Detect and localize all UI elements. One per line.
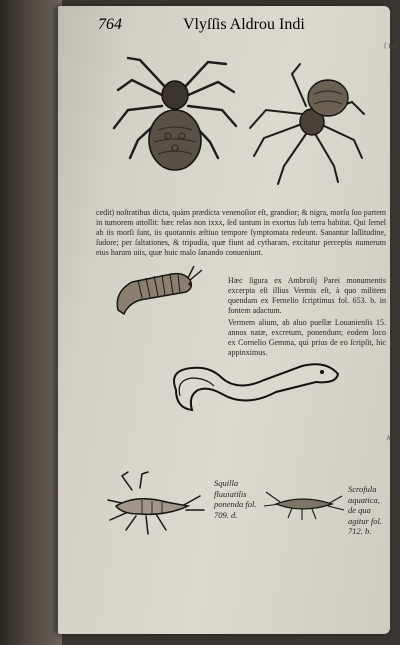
body-paragraph-2: Hæc ſigura ex Ambroſij Parei monumentis excerpta eſt illius Vermis eſt, à quo militem quendam ex Fernelio ſcriptimus fol. 653. b. in fontem adactum. — [228, 276, 386, 315]
margin-note-top-right: ẛ 1 n — [383, 41, 397, 51]
body-paragraph-1: cedit) noſtratibus dicta, quàm prædicta venenoſior eſt, grandior; & nigra, morſu ſuo partem in tumorem attollit: hæc relas non ixxx, ſed tantum in exortus ſub terra habitat. Qui ſemel ab iis morſi ſunt, iis quotannis æſtiuo tempore ſymptomata redeunt. Sanantur laſſitudine, ſudore; per ſaltationes, & tripudia, quæ fiunt ad cytharam, excitatur perceptis numerum eius harum uiis, quæ huic malo ſanando conueniunt. — [96, 208, 386, 257]
body-paragraph-3: Vermem alium, ab aluo puellæ Louanienſis 15. annos natæ, excretum, ponendum; eodem loco ex Cornelio Gemma, qui prius de eo ſcripſit, hic appinximus. — [228, 318, 386, 357]
spider-illustration-right — [244, 62, 368, 190]
eel-worm-illustration — [166, 356, 342, 422]
book-spine — [0, 0, 62, 645]
running-title: Vlyſſis Aldrou Indi — [183, 16, 305, 33]
page-number: 764 — [98, 16, 122, 33]
worm-illustration — [110, 262, 210, 318]
caption-scrofula: Scrofula aquatica, de qua agitur fol. 712. b. — [348, 484, 383, 536]
spider-illustration-left — [110, 50, 240, 180]
caption-squilla: Squilla fluuiatilis ponenda fol. 709. d. — [214, 478, 257, 520]
squilla-illustration — [96, 470, 208, 540]
margin-note-right-middle: A — [385, 433, 392, 443]
scrofula-illustration — [262, 484, 346, 524]
